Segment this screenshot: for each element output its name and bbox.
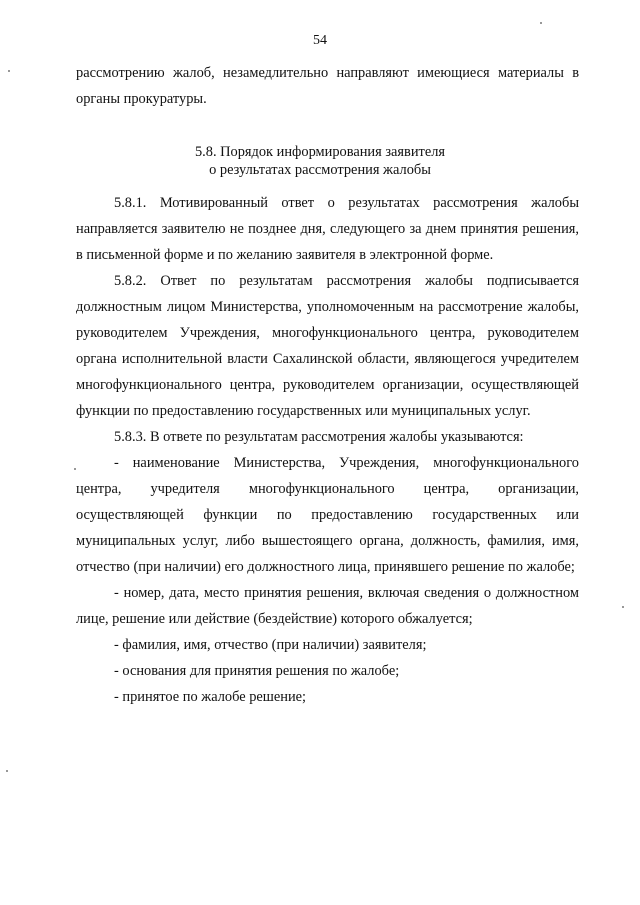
intro-paragraph-block <box>76 60 579 112</box>
scan-speck <box>8 70 10 72</box>
section-heading-line-2: о результатах рассмотрения жалобы <box>209 162 431 178</box>
paragraph-5-8-3: 5.8.3. В ответе по результатам рассмотрения жалобы указываются: <box>114 429 524 445</box>
list-item-name-of-body: - наименование Министерства, Учреждения, многофункционального центра, учредителя многофункционального центра, организации, осуществляющей функции по предоставлению государственных или муниципальных услуг, либо вышестоящего органа, должность, фамилия, имя, отчество (при наличии) его должностного лица, принявшего решение по жалобе; <box>76 455 579 575</box>
section-heading-line-1: 5.8. Порядок информирования заявителя <box>194 144 446 160</box>
list-item-applicant-name: - фамилия, имя, отчество (при наличии) заявителя; <box>114 637 427 653</box>
list-item-number-date-place: - номер, дата, место принятия решения, включая сведения о должностном лице, решение или действие (бездействие) которого обжалуется; <box>76 585 579 627</box>
intro-paragraph: рассмотрению жалоб, незамедлительно направляют имеющиеся материалы в органы прокуратуры. <box>76 65 579 107</box>
paragraph-5-8-1: 5.8.1. Мотивированный ответ о результатах рассмотрения жалобы направляется заявителю не позднее дня, следующего за днем принятия решения, в письменной форме и по желанию заявителя в электронной форме. <box>76 195 579 263</box>
paragraph-5-8-2: 5.8.2. Ответ по результатам рассмотрения жалобы подписывается должностным лицом Министерства, уполномоченным на рассмотрение жалобы, руководителем Учреждения, многофункционального центра, руководителем органа исполнительной власти Сахалинской области, являющегося учредителем многофункционального центра, руководителем организации, осуществляющей функции по предоставлению государственных или муниципальных услуг. <box>76 273 579 419</box>
scan-speck <box>6 770 8 772</box>
section-body <box>76 190 579 710</box>
list-item-decision: - принятое по жалобе решение; <box>114 689 307 705</box>
list-item-grounds: - основания для принятия решения по жалобе; <box>114 663 400 679</box>
section-heading <box>0 143 640 179</box>
scan-speck <box>540 22 542 24</box>
page-number: 54 <box>313 33 327 48</box>
scan-speck <box>622 606 624 608</box>
scan-speck <box>74 468 76 470</box>
